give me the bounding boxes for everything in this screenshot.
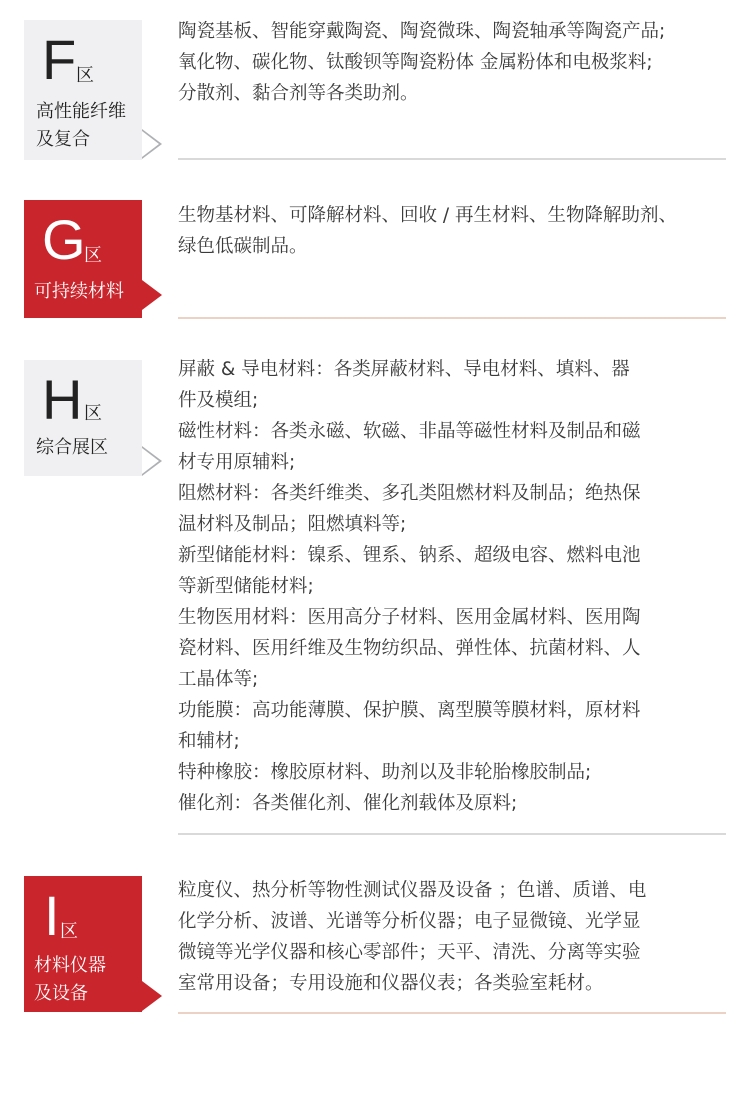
zone-g-line: 绿色低碳制品。 (178, 236, 308, 257)
zone-h-line: 温材料及制品；阻燃填料等; (178, 514, 407, 535)
zone-i-line: 微镜等光学仪器和核心零部件；天平、清洗、分离等实验 (178, 942, 641, 963)
zone-h-name (36, 434, 108, 462)
zone-f-line: 陶瓷基板、智能穿戴陶瓷、陶瓷微珠、陶瓷轴承等陶瓷产品; (178, 21, 666, 42)
zone-i-badge (24, 876, 142, 1012)
zone-f-line: 氧化物、碳化物、钛酸钡等陶瓷粉体 金属粉体和电极浆料; (178, 52, 653, 73)
zone-h-line: 特种橡胶：橡胶原材料、助剂以及非轮胎橡胶制品; (178, 762, 592, 783)
zone-h-letter: H (42, 368, 83, 431)
zone-h-line: 催化剂：各类催化剂、催化剂载体及原料; (178, 793, 518, 814)
zone-i-letter: I (44, 884, 60, 947)
zone-h-line: 和辅材; (178, 731, 240, 752)
zone-h-badge (24, 360, 142, 476)
zone-f-name-line: 及复合 (36, 129, 90, 150)
zone-g-badge (24, 200, 142, 318)
zone-h-arrow-inner-icon (142, 448, 159, 474)
zone-i-line: 室常用设备；专用设施和仪器仪表；各类验室耗材。 (178, 973, 604, 994)
zone-h-line: 阻燃材料：各类纤维类、多孔类阻燃材料及制品；绝热保 (178, 483, 641, 504)
zone-h-qu: 区 (84, 403, 102, 424)
zone-f-arrow-inner-icon (142, 131, 159, 157)
zone-h-name-line: 综合展区 (36, 437, 108, 458)
zone-f-badge (24, 20, 142, 160)
zone-i-name (34, 952, 106, 1008)
zone-f-letter: F (42, 28, 77, 91)
zone-i-description (178, 875, 726, 999)
zone-i-qu: 区 (60, 921, 78, 942)
zone-f-qu: 区 (76, 65, 94, 86)
zone-h-line: 瓷材料、医用纤维及生物纺织品、弹性体、抗菌材料、人 (178, 638, 641, 659)
zone-h-line: 功能膜：高功能薄膜、保护膜、离型膜等膜材料，原材料 (178, 700, 641, 721)
zone-f-name-line: 高性能纤维 (36, 101, 126, 122)
zone-g-line: 生物基材料、可降解材料、回收 / 再生材料、生物降解助剂、 (178, 205, 677, 226)
zone-h-divider (178, 833, 726, 835)
zone-i-arrow-icon (142, 981, 162, 1011)
zone-h-line: 材专用原辅料; (178, 452, 296, 473)
zone-f-line: 分散剂、黏合剂等各类助剂。 (178, 83, 419, 104)
zone-h-description (178, 354, 726, 819)
zone-i-divider (178, 1012, 726, 1014)
zone-g-description (178, 200, 726, 262)
zone-h-line: 生物医用材料：医用高分子材料、医用金属材料、医用陶 (178, 607, 641, 628)
zone-f-description (178, 16, 726, 109)
zone-h-line: 件及模组; (178, 390, 259, 411)
zone-h-line: 磁性材料：各类永磁、软磁、非晶等磁性材料及制品和磁 (178, 421, 641, 442)
zone-h-line: 屏蔽 & 导电材料：各类屏蔽材料、导电材料、填料、器 (178, 359, 630, 380)
zone-i-name-line: 材料仪器 (34, 955, 106, 976)
zone-h-line: 等新型储能材料; (178, 576, 314, 597)
zone-g-name (34, 278, 124, 306)
zone-g-divider (178, 317, 726, 319)
zone-g-qu: 区 (84, 245, 102, 266)
zone-g-letter: G (42, 208, 86, 271)
zone-i-line: 化学分析、波谱、光谱等分析仪器；电子显微镜、光学显 (178, 911, 641, 932)
zone-i-name-line: 及设备 (34, 983, 88, 1004)
zone-f-name (36, 98, 126, 154)
zone-i-line: 粒度仪、热分析等物性测试仪器及设备 ；色谱、质谱、电 (178, 880, 647, 901)
zone-g-name-line: 可持续材料 (34, 281, 124, 302)
zone-h-line: 工晶体等; (178, 669, 259, 690)
zone-g-arrow-icon (142, 280, 162, 310)
zone-f-divider (178, 158, 726, 160)
zone-h-line: 新型储能材料：镍系、锂系、钠系、超级电容、燃料电池 (178, 545, 641, 566)
